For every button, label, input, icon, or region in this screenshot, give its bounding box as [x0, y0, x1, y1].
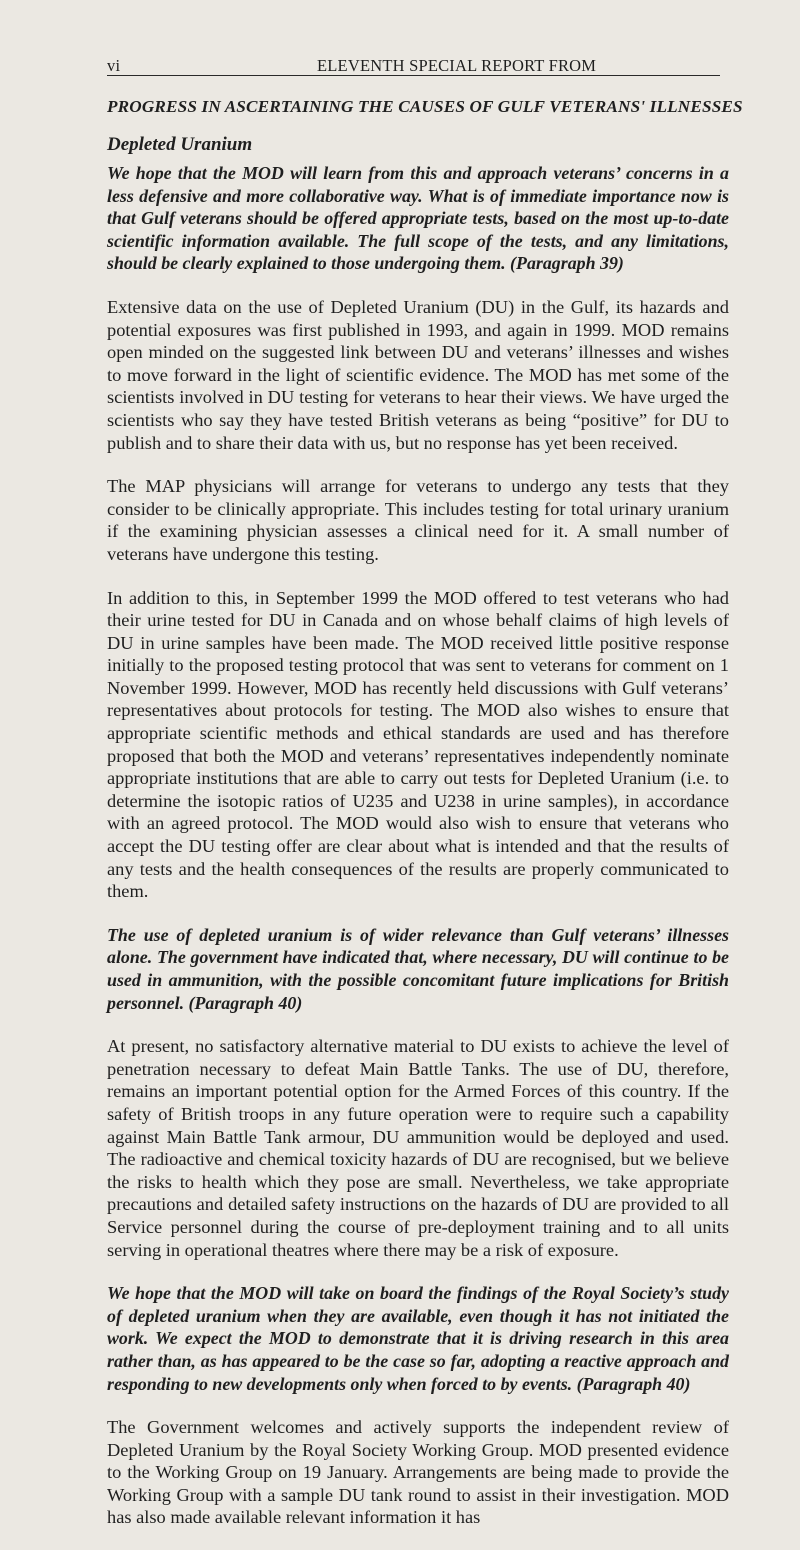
response-paragraph: The Government welcomes and actively supports the independent review of Depleted Uranium by the Royal Society Working Group. MOD presented evidence to the Working Group on 19 January. Arrangements are being made to provide the Working Group with a sample DU tank round to assist in their investigation. MOD has also made available relevant information it has — [107, 1417, 729, 1528]
response-paragraph: In addition to this, in September 1999 the MOD offered to test veterans who had their urine tested for DU in Canada and on whose behalf claims of high levels of DU in urine samples have been made. The MOD received little positive response initially to the proposed testing protocol that was sent to veterans for comment on 1 November 1999. However, MOD has recently held discussions with Gulf veterans’ representatives about protocols for testing. The MOD also wishes to ensure that appropriate scientific methods and ethical standards are used and has therefore proposed that both the MOD and veterans’ representatives independently nominate appropriate institutions that are able to carry out tests for Depleted Uranium (i.e. to determine the isotopic ratios of U235 and U238 in urine samples), in accordance with an agreed protocol. The MOD would also wish to ensure that veterans who accept the DU testing offer are clear about what is intended and that the results of any tests and the health consequences of the results are properly communicated to them. — [107, 587, 729, 902]
recommendation-paragraph: The use of depleted uranium is of wider relevance than Gulf veterans’ illnesses alone. The government have indicated that, where necessary, DU will continue to be used in ammunition, with the possible concomitant future implications for British personnel. (Paragraph 40) — [107, 924, 729, 1013]
response-paragraph: At present, no satisfactory alternative material to DU exists to achieve the level of penetration necessary to defeat Main Battle Tanks. The use of DU, therefore, remains an important potential option for the Armed Forces of this country. If the safety of British troops in any future operation were to require such a capability against Main Battle Tank armour, DU ammunition would be deployed and used. The radioactive and chemical toxicity hazards of DU are recognised, but we believe the risks to health which they pose are small. Nevertheless, we take appropriate precautions and detailed safety instructions on the hazards of DU are provided to all Service personnel during the course of pre-deployment training and to all units serving in operational theatres where there may be a risk of exposure. — [107, 1036, 729, 1260]
response-paragraph: The MAP physicians will arrange for veterans to undergo any tests that they consider to be clinically appropriate. This includes testing for total urinary uranium if the examining physician assesses a clinical need for it. A small number of veterans have undergone this testing. — [107, 476, 729, 564]
subheading: Depleted Uranium — [107, 134, 253, 155]
body-text — [107, 162, 729, 1550]
header-rule — [107, 75, 720, 76]
recommendation-paragraph: We hope that the MOD will learn from this and approach veterans’ concerns in a less defensive and more collaborative way. What is of immediate importance now is that Gulf veterans should be offered appropriate tests, based on the most up-to-date scientific information available. The full scope of the tests, and any limitations, should be clearly explained to those undergoing them. (Paragraph 39) — [107, 163, 729, 274]
recommendation-paragraph: We hope that the MOD will take on board the findings of the Royal Society’s study of depleted uranium when they are available, even though it has not initiated the work. We expect the MOD to demonstrate that it is driving research in this area rather than, as has appeared to be the case so far, adopting a reactive approach and responding to new developments only when forced to by events. (Paragraph 40) — [107, 1283, 729, 1394]
response-paragraph: Extensive data on the use of Depleted Uranium (DU) in the Gulf, its hazards and potential exposures was first published in 1993, and again in 1999. MOD remains open minded on the suggested link between DU and veterans’ illnesses and wishes to move forward in the light of scientific evidence. The MOD has met some of the scientists involved in DU testing for veterans to hear their views. We have urged the scientists who say they have tested British veterans as being “positive” for DU to publish and to share their data with us, but no response has yet been received. — [107, 296, 729, 453]
running-title: ELEVENTH SPECIAL REPORT FROM — [317, 56, 597, 75]
section-title: PROGRESS IN ASCERTAINING THE CAUSES OF GULF VETERANS' ILLNESSES — [107, 97, 743, 116]
page-number: vi — [107, 56, 121, 75]
